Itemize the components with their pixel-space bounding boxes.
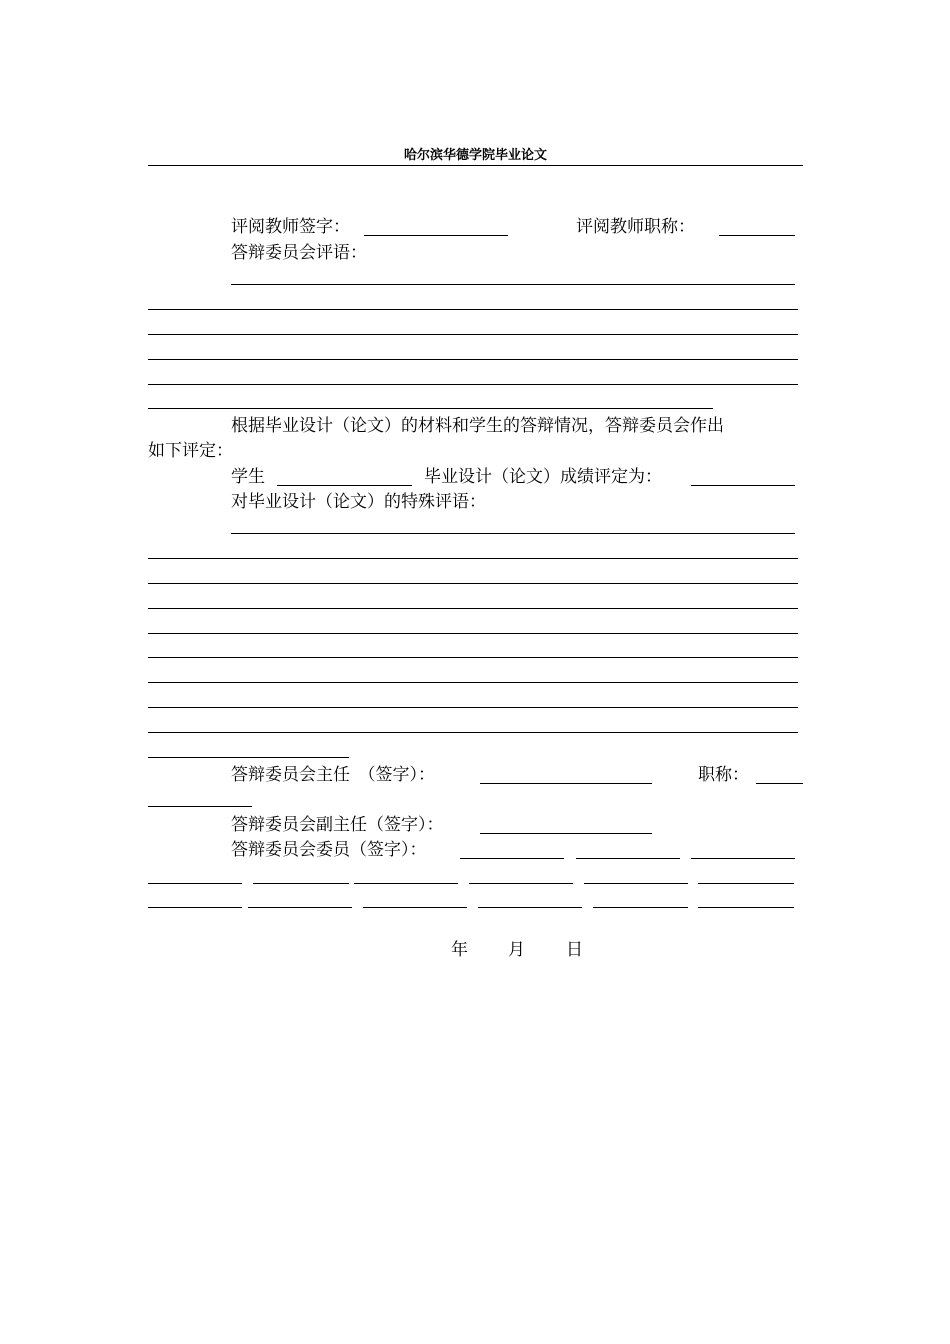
special-comment-line[interactable] — [148, 707, 798, 708]
member-signature-field[interactable] — [469, 883, 573, 884]
special-comment-line[interactable] — [148, 657, 798, 658]
member-signature-field[interactable] — [354, 883, 458, 884]
date-day-label: 日 — [566, 940, 583, 960]
special-comment-line[interactable] — [148, 757, 349, 758]
comment-line[interactable] — [148, 359, 798, 360]
member-signature-field[interactable] — [148, 883, 242, 884]
member-signature-field[interactable] — [248, 907, 352, 908]
student-label: 学生 — [231, 467, 265, 487]
chair-signature-field[interactable] — [480, 783, 652, 784]
special-comment-line[interactable] — [148, 558, 798, 559]
reviewer-title-label: 评阅教师职称： — [576, 217, 695, 237]
comment-line[interactable] — [148, 309, 798, 310]
chair-position-field-continued[interactable] — [148, 806, 252, 807]
date-month-label: 月 — [508, 940, 525, 960]
special-comment-line[interactable] — [148, 682, 798, 683]
member-signature-field[interactable] — [148, 907, 242, 908]
special-comment-line[interactable] — [148, 608, 798, 609]
member-signature-field[interactable] — [478, 907, 582, 908]
chair-signature-label: 答辩委员会主任 （签字）： — [231, 765, 435, 785]
special-comment-line[interactable] — [148, 732, 798, 733]
member-signature-field[interactable] — [593, 907, 688, 908]
evaluation-intro-line2: 如下评定： — [148, 441, 233, 461]
student-name-field[interactable] — [277, 485, 412, 486]
vice-chair-signature-label: 答辩委员会副主任（签字）： — [231, 815, 444, 835]
vice-chair-signature-field[interactable] — [480, 833, 652, 834]
date-year-label: 年 — [451, 940, 468, 960]
member-signature-field[interactable] — [576, 858, 680, 859]
member-signature-field[interactable] — [363, 907, 467, 908]
special-comment-line[interactable] — [231, 533, 795, 534]
comment-line[interactable] — [148, 384, 798, 385]
special-comment-line[interactable] — [148, 633, 798, 634]
special-comment-label: 对毕业设计（论文）的特殊评语： — [231, 492, 486, 512]
member-signature-field[interactable] — [253, 883, 349, 884]
committee-comment-label: 答辩委员会评语： — [231, 243, 367, 263]
chair-position-field[interactable] — [756, 783, 803, 784]
document-header-title: 哈尔滨华德学院毕业论文 — [403, 148, 547, 163]
member-signature-field[interactable] — [698, 907, 794, 908]
grade-label: 毕业设计（论文）成绩评定为： — [424, 467, 662, 487]
special-comment-line[interactable] — [148, 583, 798, 584]
header-divider — [148, 165, 803, 166]
reviewer-signature-field[interactable] — [364, 235, 508, 236]
evaluation-intro-line1: 根据毕业设计（论文）的材料和学生的答辩情况，答辩委员会作出 — [231, 416, 724, 436]
member-signature-field[interactable] — [460, 858, 564, 859]
grade-field[interactable] — [691, 485, 795, 486]
comment-line[interactable] — [231, 284, 795, 285]
member-signature-field[interactable] — [584, 883, 688, 884]
member-signature-field[interactable] — [691, 858, 795, 859]
reviewer-title-field[interactable] — [719, 235, 795, 236]
comment-line[interactable] — [148, 408, 713, 409]
chair-position-label: 职称： — [698, 765, 749, 785]
member-signature-label: 答辩委员会委员（签字）： — [231, 840, 427, 860]
reviewer-signature-label: 评阅教师签字： — [231, 217, 350, 237]
comment-line[interactable] — [148, 334, 798, 335]
member-signature-field[interactable] — [698, 883, 794, 884]
